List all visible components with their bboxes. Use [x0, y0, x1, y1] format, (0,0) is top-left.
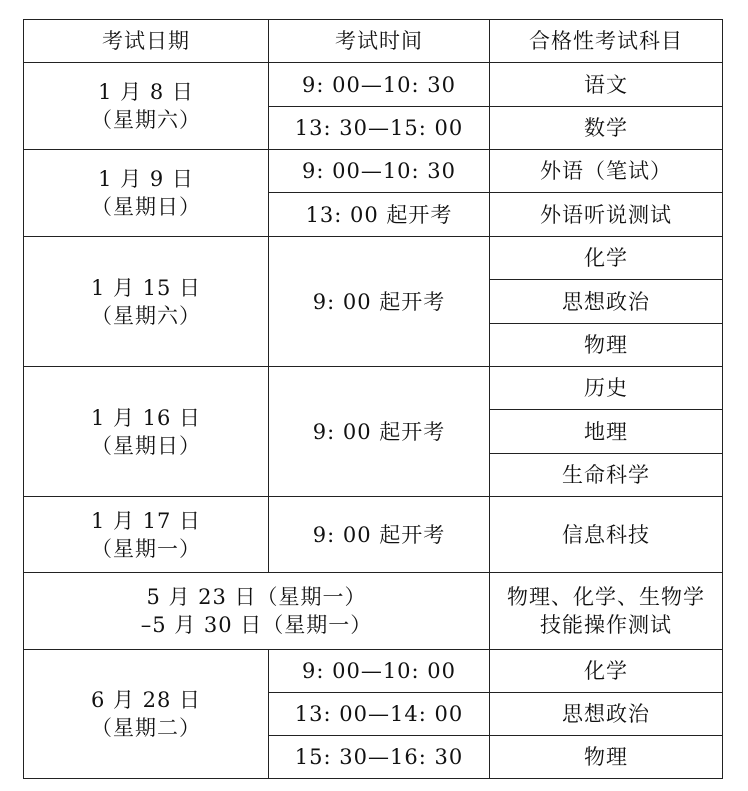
subject-cell: 语文 [490, 63, 723, 107]
header-row [24, 20, 723, 63]
date-cell [24, 237, 269, 367]
subject-cell: 历史 [490, 367, 723, 410]
date-line: 1 月 17 日 [90, 508, 202, 533]
header-date: 考试日期 [24, 20, 269, 63]
table-row [24, 497, 723, 573]
date-line: 1 月 16 日 [90, 405, 202, 430]
weekday-line: （星期一） [91, 536, 201, 561]
table-row [24, 237, 723, 280]
time-cell: 9: 00 起开考 [269, 497, 490, 573]
subject-line: 物理、化学、生物学 [507, 585, 705, 609]
weekday-line: （星期六） [91, 108, 201, 132]
subject-cell: 思想政治 [490, 280, 723, 324]
weekday-line: （星期日） [91, 195, 201, 219]
date-line: 5 月 23 日（星期一） [146, 585, 367, 609]
table-row [24, 573, 723, 650]
time-cell: 13: 00—14: 00 [269, 693, 490, 736]
time-cell: 9: 00 起开考 [269, 237, 490, 367]
time-cell: 13: 30—15: 00 [269, 107, 490, 150]
date-line: 1 月 8 日 [98, 80, 194, 104]
date-line: 1 月 15 日 [90, 275, 202, 300]
subject-cell: 生命科学 [490, 454, 723, 497]
header-time: 考试时间 [269, 20, 490, 63]
time-cell: 13: 00 起开考 [269, 193, 490, 237]
date-cell [24, 497, 269, 573]
subject-cell: 地理 [490, 410, 723, 454]
subject-cell: 化学 [490, 650, 723, 693]
time-cell: 9: 00—10: 30 [269, 63, 490, 107]
table-row [24, 367, 723, 410]
subject-cell [490, 573, 723, 650]
subject-cell: 外语（笔试） [490, 150, 723, 193]
date-range-cell [24, 573, 490, 650]
time-cell: 9: 00—10: 00 [269, 650, 490, 693]
date-line: –5 月 30 日（星期一） [140, 613, 373, 637]
subject-cell: 物理 [490, 324, 723, 367]
subject-line: 技能操作测试 [540, 613, 672, 637]
subject-cell: 外语听说测试 [490, 193, 723, 237]
time-cell: 9: 00—10: 30 [269, 150, 490, 193]
subject-cell: 数学 [490, 107, 723, 150]
exam-schedule-table [23, 19, 723, 779]
weekday-line: （星期六） [91, 303, 201, 328]
date-line: 1 月 9 日 [98, 167, 194, 191]
header-subject: 合格性考试科目 [490, 20, 723, 63]
table-row [24, 63, 723, 107]
date-cell [24, 367, 269, 497]
subject-cell: 思想政治 [490, 693, 723, 736]
time-cell: 15: 30—16: 30 [269, 736, 490, 779]
table-row [24, 650, 723, 693]
date-cell [24, 150, 269, 237]
subject-cell: 物理 [490, 736, 723, 779]
subject-cell: 信息科技 [490, 497, 723, 573]
subject-cell: 化学 [490, 237, 723, 280]
table-row [24, 150, 723, 193]
weekday-line: （星期二） [91, 716, 201, 740]
date-cell [24, 650, 269, 779]
date-cell [24, 63, 269, 150]
weekday-line: （星期日） [91, 433, 201, 458]
date-line: 6 月 28 日 [90, 688, 202, 712]
time-cell: 9: 00 起开考 [269, 367, 490, 497]
